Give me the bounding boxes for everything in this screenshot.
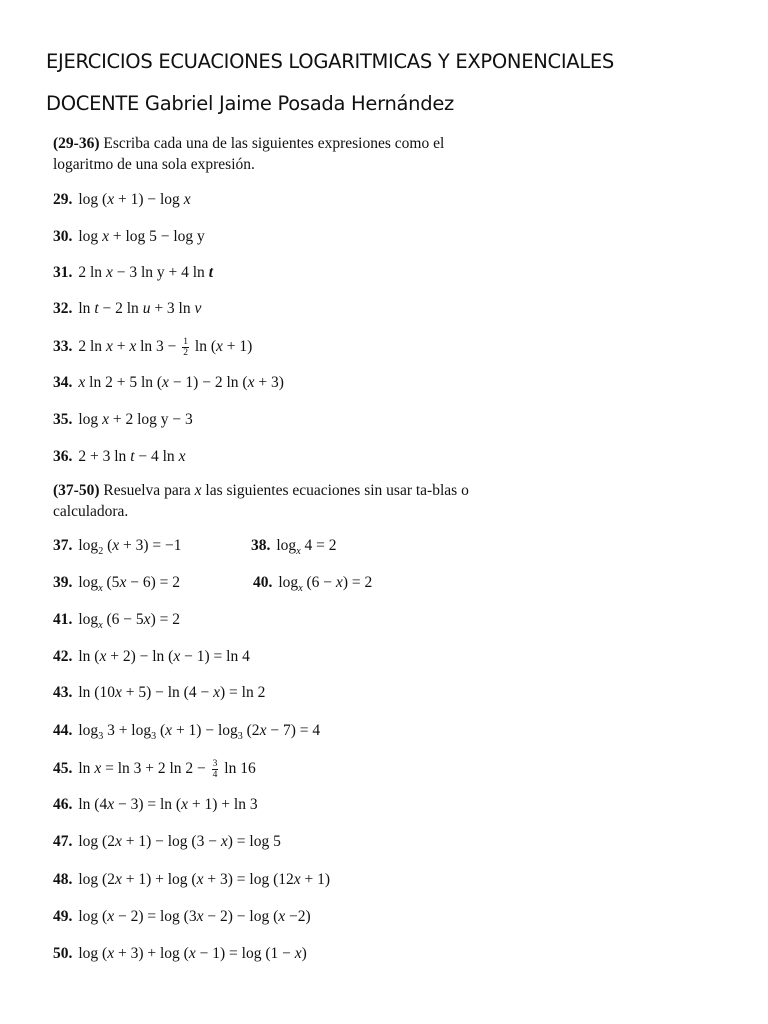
exercise-44: 44. $\log_3 3 + \log_3 (x + 1) - \log_3 (2x - 7) = 4$ [53,722,321,742]
section-text: Escriba cada una de las siguientes expresiones como el logaritmo de una sola expresión. [53,135,445,173]
exercise-42: 42. ln (x + 2) − ln (x − 1) = ln 4 [53,648,250,665]
exercise-36: 36. 2 + 3 ln t − 4 ln x [53,448,186,465]
exercise-47: 47. log (2x + 1) − log (3 − x) = log 5 [53,833,281,850]
exercise-45: 45. ln x = ln 3 + 2 ln 2 − $\frac{3}{4}$ ln 16 [53,759,256,780]
section-37-50-instruction: (37-50) Resuelva para x las siguientes ecuaciones sin usar ta-blas o calculadora. [53,482,469,520]
exercise-38: 38. $\log_x 4 = 2$ [251,537,337,557]
exercise-49: 49. log (x − 2) = log (3x − 2) − log (x −2) [53,908,311,925]
worksheet-title: EJERCICIOS ECUACIONES LOGARITMICAS Y EXPONENCIALES [46,50,614,73]
exercise-30: 30. log x + log 5 − log y [53,228,205,245]
exercise-34: 34. x ln 2 + 5 ln (x − 1) − 2 ln (x + 3) [53,374,284,391]
exercise-40: 40. $\log_x (6 - x) = 2$ [253,574,373,594]
teacher-name: DOCENTE Gabriel Jaime Posada Hernández [46,92,454,115]
section-range: (29-36) [53,135,100,152]
exercise-41: 41. $\log_x (6 - 5x) = 2$ [53,611,180,631]
exercise-46: 46. ln (4x − 3) = ln (x + 1) + ln 3 [53,796,258,813]
exercise-48: 48. log (2x + 1) + log (x + 3) = log (12x + 1) [53,871,331,888]
exercise-43: 43. ln (10x + 5) − ln (4 − x) = ln 2 [53,684,266,701]
exercise-33: 33. 2 ln x + x ln 3 − $\frac{1}{2}$ ln (x + 1) [53,337,253,358]
exercise-32: 32. ln t − 2 ln u + 3 ln v [53,300,202,317]
exercise-50: 50. log (x + 3) + log (x − 1) = log (1 − x) [53,945,307,962]
exercise-29: 29. log (x + 1) − log x [53,191,191,208]
exercise-37: 37. $\log_2 (x + 3) = -1$ [53,537,182,557]
section-29-36-instruction [53,133,483,175]
exercise-31: 31. 2 ln x − 3 ln y + 4 ln t [53,264,213,281]
exercise-35: 35. log x + 2 log y − 3 [53,411,193,428]
exercise-39: 39. $\log_x (5x - 6) = 2$ [53,574,180,594]
